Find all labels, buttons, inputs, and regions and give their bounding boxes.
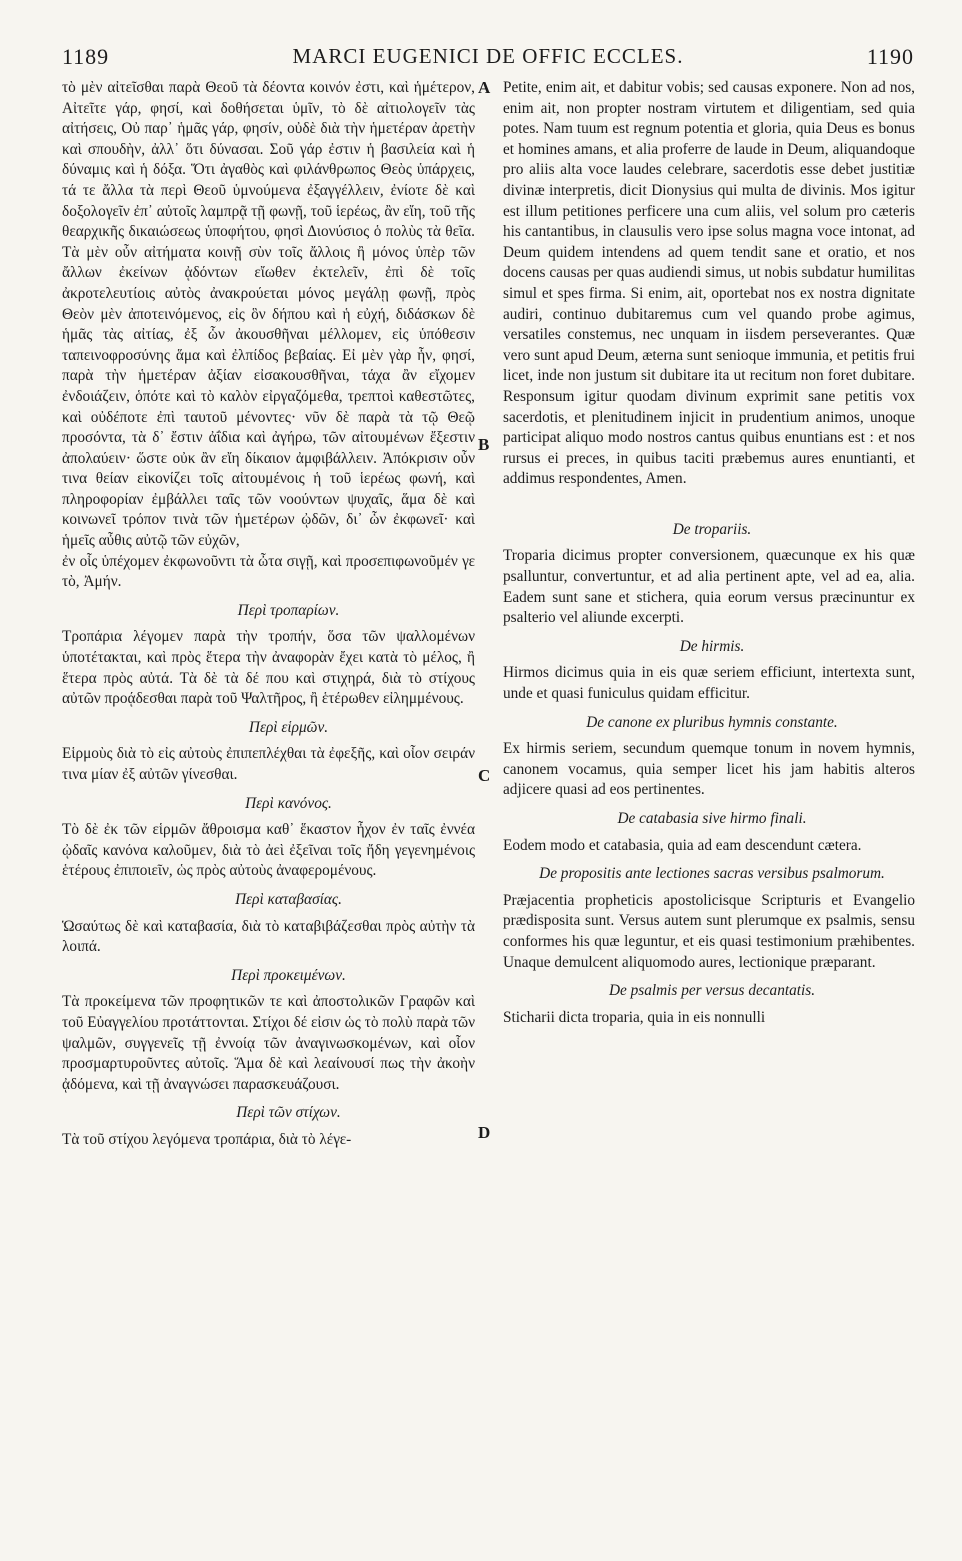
latin-heading-hirmi: De hirmis.	[679, 637, 745, 655]
greek-paragraph-stichoi: Τὰ τοῦ στίχου λεγόμενα τροπάρια, διὰ τὸ λέγε-	[62, 1130, 352, 1148]
greek-heading-katabasia: Περὶ καταβασίας.	[235, 890, 342, 908]
marker-b: B	[478, 435, 490, 454]
latin-heading-catabasia: De catabasia sive hirmo finali.	[617, 810, 807, 827]
greek-heading-hirmoi: Περὶ εἱρμῶν.	[248, 718, 329, 736]
greek-heading-canon: Περὶ κανόνος.	[245, 794, 332, 812]
latin-heading-troparia: De tropariis.	[672, 520, 752, 538]
greek-column	[62, 78, 475, 1151]
marker-c: C	[478, 766, 491, 785]
latin-heading-canon: De canone ex pluribus hymnis constante.	[586, 713, 838, 731]
greek-span-line: ἐν οἷς ὑπέχομεν ἐκφωνοῦντι τὰ ὦτα σιγῇ, καὶ προσεπιφωνοῦμέν γε τὸ, Ἀμήν.	[62, 552, 475, 591]
latin-paragraph-canon: Ex hirmis seriem, secundum quemque tonum in novem hymnis, canonem vocamus, quia semper licet his jam habitis alteros adjicere quasi ad eos pertinentes.	[503, 740, 915, 799]
running-title: MARCI EUGENICI DE OFFIC ECCLES.	[292, 44, 684, 68]
latin-paragraph-hirmi: Hirmos dicimus quia in eis quæ seriem efficiunt, intertexta sunt, unde et quasi funiculus quidam efficitur.	[503, 664, 915, 703]
latin-paragraph-troparia: Troparia dicimus propter conversionem, quæcunque ex his quæ psalluntur, convertuntur, et ad alia pertinent apte, vel ad ea, alia. Eadem sunt sane et stichera, quia eorum versus præcinuntur ex psalterio vel aliunde excerpti.	[503, 547, 915, 627]
greek-paragraph-prokeimena: Τὰ προκείμενα τῶν προφητικῶν τε καὶ ἀποστολικῶν Γραφῶν καὶ τοῦ Εὐαγγελίου προτάττονται. Στίχοι δέ εἰσιν ὡς τὸ πολὺ παρὰ τῶν ψαλμῶν, συγγενεῖς τῇ ἐννοίᾳ τῶν ἀναγινωσκομένων, καὶ οἷον προσμαρτυροῦντες αὐτοῖς. Ἅμα δὲ καὶ λεαίνουσί πως τὴν ἀκοὴν ᾀδόμενα, καὶ τῇ ἀναγνώσει παρασκευάζουσι.	[62, 993, 475, 1093]
greek-paragraph-troparia: Τροπάρια λέγομεν παρὰ τὴν τροπήν, ὅσα τῶν ψαλλομένων ὑποτέτακται, καὶ πρὸς ἕτερα τὴν ἀναφορὰν ἔχει κατὰ τὸ μέλος, ἢ ἕτερα πρὸς αὐτά. Τὰ δὲ τὰ δέ που καὶ στιχηρά, διὰ τὸ στίχους αὐτῶν προᾴδεσθαι παρὰ τοῦ Ψαλτῆρος, ἢ ἑτέρωθεν εἰλημμένους.	[62, 628, 475, 708]
greek-heading-stichoi: Περὶ τῶν στίχων.	[236, 1104, 341, 1122]
marker-d: D	[478, 1123, 491, 1142]
latin-heading-psalmis: De psalmis per versus decantatis.	[608, 982, 816, 1000]
greek-paragraph-katabasia: Ὡσαύτως δὲ καὶ καταβασία, διὰ τὸ καταβιβάζεσθαι πρὸς αὐτὴν τὰ λοιπά.	[62, 917, 475, 956]
greek-paragraph-1: τὸ μὲν αἰτεῖσθαι παρὰ Θεοῦ τὰ δέοντα κοινόν ἐστι, καὶ ἡμέτερον, Αἰτεῖτε γάρ, φησί, καὶ δοθήσεται ὑμῖν, τὸ δὲ αἰτιολογεῖν τὰς αἰτήσεις, Οὐ παρ᾽ ἡμᾶς γάρ, φησίν, οὐδὲ διὰ τὴν ἡμετέραν ἀρετὴν καὶ σπουδὴν, ἀλλ᾽ ὅτι δύνασαι. Σοῦ γάρ ἐστιν ἡ βασιλεία καὶ ἡ δύναμις καὶ ἡ δόξα. Ὅτι ἀγαθὸς καὶ φιλάνθρωπος Θεὸς ὑπάρχεις, τά τε ἄλλα τὰ περὶ Θεοῦ ὑμνούμενα ἐξαγγέλλειν, ἐνίοτε δὲ καὶ δοξολογεῖν ἐπ᾽ αὐτοῖς λαμπρᾷ τῇ φωνῇ, τοῦ ἱερέως, ἂν εἴη, τοῦ τῆς θεαρχικῆς δικαιώσεως ὑποφήτου, φησὶ Διονύσιος ὁ πολὺς τὰ θεῖα. Τὰ μὲν οὖν αἰτήματα κοινῇ σὺν τοῖς ἄλλοις ἢ μόνος ὑπὲρ τῶν ἄλλων ἐκείνων ᾀδόντων εἴωθεν ἐκτελεῖν, ἐπὶ δὲ τοῖς ἀκροτελευτίοις αὐτὸς ἀνακρούεται μόνος μεγάλῃ φωνῇ, πρὸς Θεὸν μὲν ἀποτεινόμενος, εἰς ὃν δήπου καὶ ἡ εὐχή, διδάσκων δὲ ἡμᾶς τὰς αἰτίας, ἐξ ὧν ἀκουσθῆναι μέλλομεν, εἰς ὑπόθεσιν ταπεινοφροσύνης ἅμα καὶ ἐλπίδος βεβαίας. Εἰ μὲν γὰρ ἦν, φησί, παρὰ τὴν ἡμετέραν ἀξίαν εἰσακουσθῆναι, τάχα ἂν εἴχομεν ἐνδοιάζειν, ὁπότε καὶ τὸ καλὸν εἰργαζόμεθα, τρεπτοὶ καθεστῶτες, καὶ οὐδέποτε ἐπὶ ταυτοῦ μένοντες· νῦν δὲ παρὰ τὰ τῷ Θεῷ προσόντα, τὰ δ᾽ ἔστιν ἀΐδια καὶ ἀγήρω, τῶν αἰτουμένων ἔξεστιν ἀπολαύειν· ὥστε οὐκ ἂν εἴη δίκαιον ἀμφιβάλλειν. Ἀπόκρισιν οὖν τινα θείαν εἰκονίζει τοῖς αἰτουμένοις ἡ τοῦ ἱερέως φωνή, καὶ πληροφορίαν ἐμβάλλει ταῖς τῶν νοούντων ψυχαῖς, ἅμα δὲ καὶ κοινωνεῖ τρόπον τινὰ τῶν ἡμετέρων ᾠδῶν, δι᾽ ὧν ἐκφωνεῖ· καὶ ἡμεῖς αὖθις αὐτῷ τῶν εὐχῶν,	[62, 79, 475, 550]
latin-paragraph-catabasia: Eodem modo et catabasia, quia ad eam descendunt cætera.	[503, 836, 862, 854]
marker-a: A	[478, 78, 491, 97]
greek-heading-troparia: Περὶ τροπαρίων.	[237, 601, 340, 619]
latin-paragraph-psalmis: Sticharii dicta troparia, quia in eis nonnulli	[503, 1008, 766, 1026]
page-number-right: 1190	[866, 44, 914, 69]
latin-column	[503, 78, 915, 1028]
greek-paragraph-hirmoi: Εἱρμοὺς διὰ τὸ εἰς αὐτοὺς ἐπιπεπλέχθαι τὰ ἐφεξῆς, καὶ οἷον σειράν τινα μίαν ἐξ αὐτῶν γίνεσθαι.	[62, 745, 475, 783]
latin-heading-propositis: De propositis ante lectiones sacras versibus psalmorum.	[539, 865, 885, 883]
page-header	[62, 44, 914, 76]
latin-paragraph-propositis: Præjacentia propheticis apostolicisque Scripturis et Evangelio prædisposita sunt. Versus autem sunt plerumque ex psalmis, sensu conformes his quæ leguntur, et eis quasi testimonium præhibentes. Unaque demulcent aliquomodo aures, lectionique præparant.	[503, 891, 915, 971]
latin-paragraph-1: Petite, enim ait, et dabitur vobis; sed causas exponere. Non ad nos, enim ait, non propter nostram virtutem et diligentiam, sed quia potes. Nam tuum est regnum potentia et gloria, quia Deus es bonus et homines amans, et alia proferre de laude in Deum, aliquandoque pro aliis alta voce laudes celebrare, sacerdotis esse debet justitiæ divinæ interpretis, dicit Dionysius qui multa de divinis. Mos igitur est illum petitiones perficere una cum aliis, vel solum pro cæteris his cantantibus, in clausulis vero ipse solus magna voce intonat, ad Deum quidem intendens ad quem tendit sane et oratio, et nos docens causas per quas audiendi simus, ut nobis subdatur humilitas simul et spes firma. Si enim, ait, oportebat nos ex nostra dignitate audiri, continuo dubitaremus cum vel quando probe agimus, versatiles constemus, nec unquam in iisdem perseverantes. Quæ vero sunt apud Deum, æterna sunt senioque immunia, et petitis frui licet, inde non justum sit dubitare ita ut recitum non foret dubitare. Responsum igitur quodam divinum exprimit sane petitis vox sacerdotis, et plenitudinem injicit in prudentium animos, unoque participat aliquo modo nostros cantus quibus enuntians est : et nos rursus ei preces, in quibus taciti præbemus aures enuntianti, et addimus respondentes, Amen.	[503, 79, 915, 488]
page-number-left: 1189	[62, 44, 110, 69]
greek-paragraph-canon: Τὸ δὲ ἐκ τῶν εἱρμῶν ἄθροισμα καθ᾽ ἕκαστον ἦχον ἐν ταῖς ἐννέα ᾠδαῖς κανόνα καλοῦμεν, διὰ τὸ ἀεὶ ἐξεῖναι τοῖς ἤδη γεγενημένοις ἑτέρους ἐπιποιεῖν, ὡς πρὸς αὐτοὺς ἀναφερομένους.	[62, 821, 475, 880]
greek-heading-prokeimena: Περὶ προκειμένων.	[231, 966, 346, 984]
